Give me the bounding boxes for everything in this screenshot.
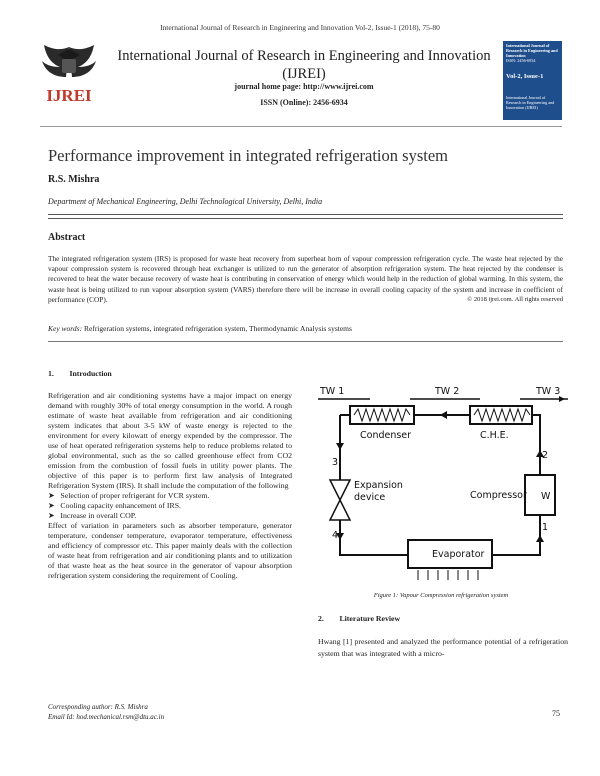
label-tw2: TW 2 [435, 386, 460, 397]
logo-text: IJREI [46, 86, 92, 105]
running-head: International Journal of Research in Engineering and Innovation Vol-2, Issue-1 (2018), 75-80 [160, 23, 440, 32]
vcr-system-figure [310, 380, 572, 590]
label-device: device [354, 492, 386, 503]
flow-arrow [536, 535, 544, 542]
intro-paragraph-1: Refrigeration and air conditioning systems have a major impact on energy demand with roughly 30% of total energy consumption in the world. A rough estimate of waste heat available from refrigeration and air conditioning system indicates that about 3-5 kW of waste energy is rejected to the environment for every kilowatt of energy expended by the compressor. The use of heat operated refrigeration systems help to reduce problems related to global environmental, such as the so called greenhouse effect from CO2 emission from the combustion of fossil fuels in utility power plants. The objective of this paper is to perform first law analysis of Integrated Refrigeration System (IRS). It shall include the computation of the following [48, 391, 292, 490]
journal-issn: ISSN (Online): 2456-6934 [260, 98, 348, 107]
journal-title [110, 47, 498, 83]
label-tw3: TW 3 [536, 386, 561, 397]
copyright-notice: © 2018 ijrei.com. All rights reserved [467, 295, 563, 303]
author-affiliation: Department of Mechanical Engineering, Delhi Technological University, Delhi, India [48, 197, 323, 206]
section-1-body [48, 391, 292, 581]
cover-volume: Vol-2, Issue-1 [506, 73, 544, 80]
paper-title: Performance improvement in integrated refrigeration system [48, 146, 448, 165]
journal-homepage[interactable]: journal home page: http://www.ijrei.com [234, 82, 374, 91]
journal-cover [503, 41, 562, 120]
label-compressor: Compressor [470, 490, 527, 501]
corresponding-author: Corresponding author: R.S. Mishra [48, 703, 148, 711]
label-point-3: 3 [332, 457, 339, 468]
label-w: W [541, 491, 551, 502]
bullet-item: ➤ Increase in overall COP. [48, 511, 137, 520]
label-condenser: Condenser [360, 430, 412, 441]
compressor-box [525, 475, 555, 515]
section-2-heading: 2. Literature Review [318, 614, 401, 623]
keywords-label: Key words: [48, 324, 83, 333]
journal-title-line2: (IJREI) [282, 66, 326, 82]
header-divider [40, 126, 562, 127]
title-divider [48, 214, 563, 219]
abstract-body [48, 254, 563, 305]
che-box [470, 406, 532, 424]
journal-logo [36, 41, 102, 109]
intro-paragraph-2: Effect of variation in parameters such as absorber temperature, generator temperature, condenser temperature, evaporator temperature, effectiveness and efficiency of compressor etc. This paper mainly deals with the collection of waste heat from refrigeration and air conditioning plants and to utilization of that waste heat as the heat source in the generator of vapour absorption refrigeration system considering the requirement of Cooling. [48, 521, 292, 580]
bullet-item: ➤ Selection of proper refrigerant for VCR system. [48, 491, 210, 500]
keywords [48, 324, 563, 333]
keywords-text: Refrigeration systems, integrated refrigeration system, Thermodynamic Analysis systems [82, 324, 352, 333]
label-expansion: Expansion [354, 480, 403, 491]
cover-title: International Journal of Research in Engineering and Innovation [506, 43, 558, 58]
label-evaporator: Evaporator [432, 549, 485, 560]
abstract-divider [48, 341, 563, 342]
label-tw1: TW 1 [320, 386, 345, 397]
author-name: R.S. Mishra [48, 174, 100, 185]
journal-title-line1: International Journal of Research in Engineering and Innovation [117, 48, 491, 64]
label-point-2: 2 [542, 450, 549, 461]
page-number: 75 [552, 709, 560, 718]
flow-arrow [440, 411, 447, 419]
cover-issn: ISSN: 2456-6934 [506, 58, 536, 63]
author-email[interactable]: Email Id: hod.mechanical.rsm@dtu.ac.in [48, 713, 165, 721]
literature-paragraph: Hwang [1] presented and analyzed the performance potential of a refrigeration system that was integrated with a micro- [318, 637, 568, 658]
section-1-heading: 1. Introduction [48, 369, 112, 378]
label-point-4: 4 [332, 530, 339, 541]
abstract-text: The integrated refrigeration system (IRS) is proposed for waste heat recovery from superheat horn of vapour compression refrigeration cycle. The waste heat rejected by the vapour compression system is recovered through heat exchanger is utilized to run the generator of absorption refrigeration system. The heat rejected by the condenser is recovered to heat the water because recovery of waste heat is contributing in conservation of energy which would help in the reduction of global warming. In this system, the waste heat is being utilized to run vapour absorption system (VARS) therefore there will be increase in overall cooling capacity of the system and increase in coefficient of performance (COP). [48, 254, 563, 304]
label-che: C.H.E. [480, 430, 509, 441]
figure-caption: Figure 1: Vapour Compression refrigeration system [373, 592, 509, 599]
expansion-valve [330, 480, 350, 520]
flow-arrow [336, 443, 344, 450]
cover-publisher: International Journal of Research in Engineering and Innovation (IJREI) [506, 95, 555, 110]
bullet-item: ➤ Cooling capacity enhancement of IRS. [48, 501, 181, 510]
footer-author [48, 702, 164, 722]
label-point-1: 1 [542, 522, 549, 533]
abstract-heading: Abstract [48, 232, 86, 243]
